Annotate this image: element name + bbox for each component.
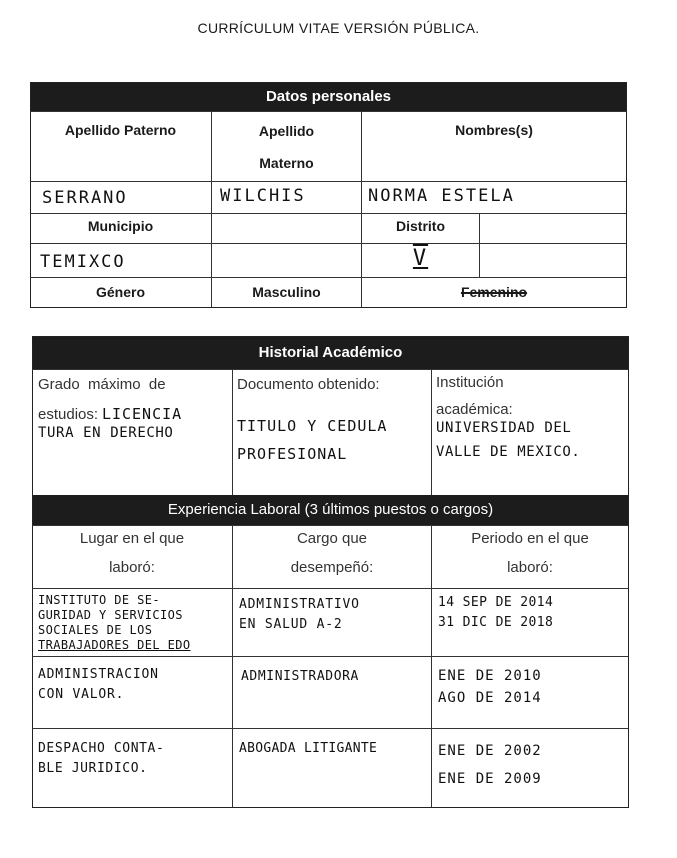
exp-row1-lugar-line2: GURIDAD Y SERVICIOS bbox=[38, 608, 183, 622]
personal-data-table bbox=[30, 82, 627, 308]
exp-row1-cargo-line2: EN SALUD A-2 bbox=[239, 617, 343, 632]
label-apellido-paterno-text: Apellido Paterno bbox=[64, 122, 177, 138]
col-lugar-line2: laboró: bbox=[109, 559, 155, 576]
grado-label-line1: Grado máximo de bbox=[38, 376, 166, 393]
value-municipio: TEMIXCO bbox=[30, 243, 211, 277]
col-periodo-line2: laboró: bbox=[507, 559, 553, 576]
col-periodo-line1: Periodo en el que bbox=[471, 530, 589, 547]
blank-cell-3 bbox=[211, 243, 361, 277]
academic-grado-cell bbox=[32, 369, 232, 497]
exp-row3-cargo-line1: ABOGADA LITIGANTE bbox=[239, 741, 378, 756]
institucion-label-line2: académica: bbox=[436, 401, 513, 418]
label-municipio: Municipio bbox=[30, 213, 211, 243]
grado-label-line2: estudios: bbox=[38, 406, 99, 423]
col-lugar-line1: Lugar en el que bbox=[79, 530, 185, 547]
col-cargo-line2: desempeñó: bbox=[290, 559, 374, 576]
institucion-value-line1: UNIVERSIDAD DEL bbox=[436, 420, 572, 436]
exp-row2-periodo-line1: ENE DE 2010 bbox=[438, 668, 542, 684]
exp-row2-lugar bbox=[32, 656, 232, 728]
exp-row3-lugar-line2: BLE JURIDICO. bbox=[38, 761, 148, 776]
exp-row2-periodo bbox=[431, 656, 628, 728]
documento-value-line2: PROFESIONAL bbox=[237, 445, 348, 463]
label-distrito: Distrito bbox=[361, 213, 479, 243]
academic-header: Historial Académico bbox=[33, 337, 628, 369]
exp-row3-cargo bbox=[232, 728, 431, 807]
grado-value-line1: LICENCIA bbox=[101, 405, 183, 423]
academic-table bbox=[32, 336, 629, 808]
label-nombres-text: Nombres(s) bbox=[455, 122, 533, 138]
value-nombres: NORMA ESTELA bbox=[361, 181, 626, 213]
label-nombres bbox=[361, 111, 626, 181]
value-distrito: V bbox=[361, 243, 479, 277]
exp-row1-lugar-line1: INSTITUTO DE SE- bbox=[38, 593, 160, 607]
blank-cell-2 bbox=[479, 213, 626, 243]
blank-cell-1 bbox=[211, 213, 361, 243]
value-apellido-materno: WILCHIS bbox=[211, 181, 361, 213]
academic-documento-cell bbox=[232, 369, 431, 497]
option-femenino bbox=[361, 277, 626, 307]
exp-row1-cargo bbox=[232, 588, 431, 656]
exp-row1-lugar-line4: TRABAJADORES DEL EDO bbox=[38, 638, 191, 652]
academic-institucion-cell bbox=[431, 369, 628, 497]
blank-cell-4 bbox=[479, 243, 626, 277]
exp-row1-lugar-line3: SOCIALES DE LOS bbox=[38, 623, 153, 637]
page-title: CURRÍCULUM VITAE VERSIÓN PÚBLICA. bbox=[197, 20, 480, 36]
exp-row2-cargo bbox=[232, 656, 431, 728]
value-apellido-paterno: SERRANO bbox=[30, 181, 211, 213]
experience-header: Experiencia Laboral (3 últimos puestos o cargos) bbox=[33, 495, 628, 525]
label-apellido-materno bbox=[211, 111, 361, 181]
exp-row2-lugar-line2: CON VALOR. bbox=[38, 687, 125, 702]
exp-row3-periodo-line1: ENE DE 2002 bbox=[438, 743, 542, 759]
exp-row1-lugar bbox=[32, 588, 232, 656]
institucion-value-line2: VALLE DE MEXICO. bbox=[436, 444, 581, 460]
exp-row3-periodo-line2: ENE DE 2009 bbox=[438, 771, 542, 787]
documento-value-line1: TITULO Y CEDULA bbox=[237, 417, 388, 435]
exp-row3-periodo bbox=[431, 728, 628, 807]
grado-value-line2: TURA EN DERECHO bbox=[38, 425, 174, 441]
exp-row1-periodo-line2: 31 DIC DE 2018 bbox=[438, 615, 554, 630]
grado-line2 bbox=[38, 405, 228, 423]
exp-row2-cargo-line1: ADMINISTRADORA bbox=[241, 669, 359, 684]
exp-row1-cargo-line1: ADMINISTRATIVO bbox=[239, 597, 360, 612]
col-cargo-line1: Cargo que bbox=[296, 530, 368, 547]
exp-row2-lugar-line1: ADMINISTRACION bbox=[38, 667, 159, 682]
personal-data-header: Datos personales bbox=[31, 83, 626, 111]
exp-row1-periodo-line1: 14 SEP DE 2014 bbox=[438, 595, 554, 610]
exp-row3-lugar bbox=[32, 728, 232, 807]
experience-col-lugar bbox=[32, 525, 232, 588]
exp-row2-periodo-line2: AGO DE 2014 bbox=[438, 690, 542, 706]
experience-col-cargo bbox=[232, 525, 431, 588]
option-femenino-text: Femenino bbox=[460, 284, 528, 300]
label-materno-line2: Materno bbox=[259, 155, 314, 171]
exp-row3-lugar-line1: DESPACHO CONTA- bbox=[38, 741, 165, 756]
experience-col-periodo bbox=[431, 525, 628, 588]
label-apellido-paterno bbox=[30, 111, 211, 181]
label-genero: Género bbox=[30, 277, 211, 307]
institucion-label-line1: Institución bbox=[436, 374, 504, 391]
label-materno-line1: Apellido bbox=[258, 123, 315, 139]
documento-label: Documento obtenido: bbox=[237, 376, 380, 393]
exp-row1-periodo bbox=[431, 588, 628, 656]
option-masculino: Masculino bbox=[211, 277, 361, 307]
